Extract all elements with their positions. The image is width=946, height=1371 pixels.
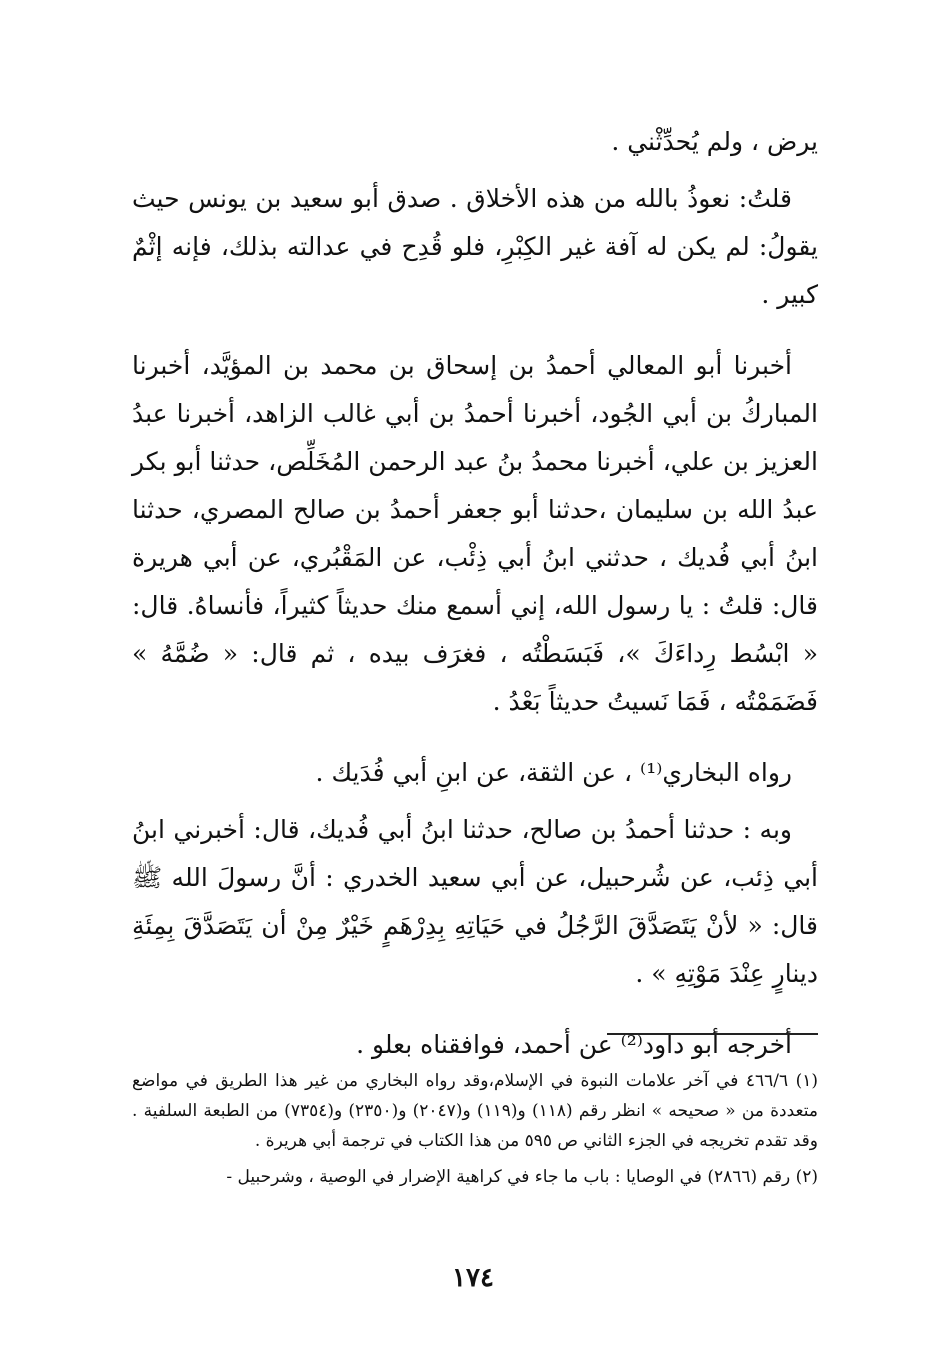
footnote-1: (١) ٤٦٦/٦ في آخر علامات النبوة في الإسلام،وقد رواه البخاري من غير هذا الطريق في مواضع متعددة من « صحيحه » انظر رقم (١١٨) و(١١٩) و(٢٠٤٧) و(٢٣٥٠) و(٧٣٥٤) من الطبعة السلفية . وقد تقدم تخريجه في الجزء الثاني ص ٥٩٥ من هذا الكتاب في ترجمة أبي هريرة . — [132, 1071, 818, 1151]
paragraph-second-hadith: وبه : حدثنا أحمدُ بن صالح، حدثنا ابنُ أبي فُديك، قال: أخبرني ابنُ أبي ذِئب، عن شُرحبيل، عن أبي سعيد الخدري : أنَّ رسولَ الله ﷺ قال: « لأنْ يَتَصَدَّقَ الرَّجُلُ في حَيَاتِهِ بِدِرْهَمٍ خَيْرٌ مِنْ أن يَتَصَدَّقَ بِمِئَةِ دينارٍ عِنْدَ مَوْتِهِ » . — [132, 815, 818, 988]
footnote-2: (٢) رقم (٢٨٦٦) في الوصايا : باب ما جاء في كراهية الإضرار في الوصية ، وشرحبيل - — [226, 1167, 818, 1187]
paragraph-comment: قلتُ: نعوذُ بالله من هذه الأخلاق . صدق أبو سعيد بن يونس حيث يقولُ: لم يكن له آفة غير الكِبْرِ، فلو قُدِح في عدالته بذلك، فإنه إثْمٌ كبير . — [132, 184, 818, 309]
footnotes — [132, 1066, 818, 1192]
paragraph-hadith-chain: أخبرنا أبو المعالي أحمدُ بن إسحاق بن محمد بن المؤيَّد، أخبرنا المباركُ بن أبي الجُود، أخبرنا أحمدُ بن أبي غالب الزاهد، أخبرنا عبدُ العزيز بن علي، أخبرنا محمدُ بنُ عبد الرحمن المُخَلِّص، حدثنا أبو بكر عبدُ الله بن سليمان ،حدثنا أبو جعفر أحمدُ بن صالح المصري، حدثنا ابنُ أبي فُديك ، حدثني ابنُ أبي ذِئْب، عن المَقْبُري، عن أبي هريرة قال: قلتُ : يا رسول الله، إني أسمع منك حديثاً كثيراً، فأنساهُ. قال: « ابْسُط رِداءَكَ »، فَبَسَطْتُه ، فغرَف بيده ، ثم قال: « ضُمَّهُ » فَضَمَمْتُه ، فَمَا نَسيتُ حديثاً بَعْدُ . — [132, 351, 818, 716]
footnote-divider — [607, 1033, 818, 1035]
page-number: ١٧٤ — [452, 1263, 494, 1293]
main-text — [132, 118, 818, 1069]
paragraph-continuation: يرض ، ولم يُحدِّثْني . — [611, 127, 818, 156]
paragraph-abu-dawud-note: أخرجه أبو داود⁽²⁾ عن أحمد، فوافقناه بعلو . — [356, 1030, 792, 1059]
paragraph-bukhari-note: رواه البخاري⁽¹⁾ ، عن الثقة، عن ابنِ أبي فُدَيك . — [315, 758, 792, 787]
